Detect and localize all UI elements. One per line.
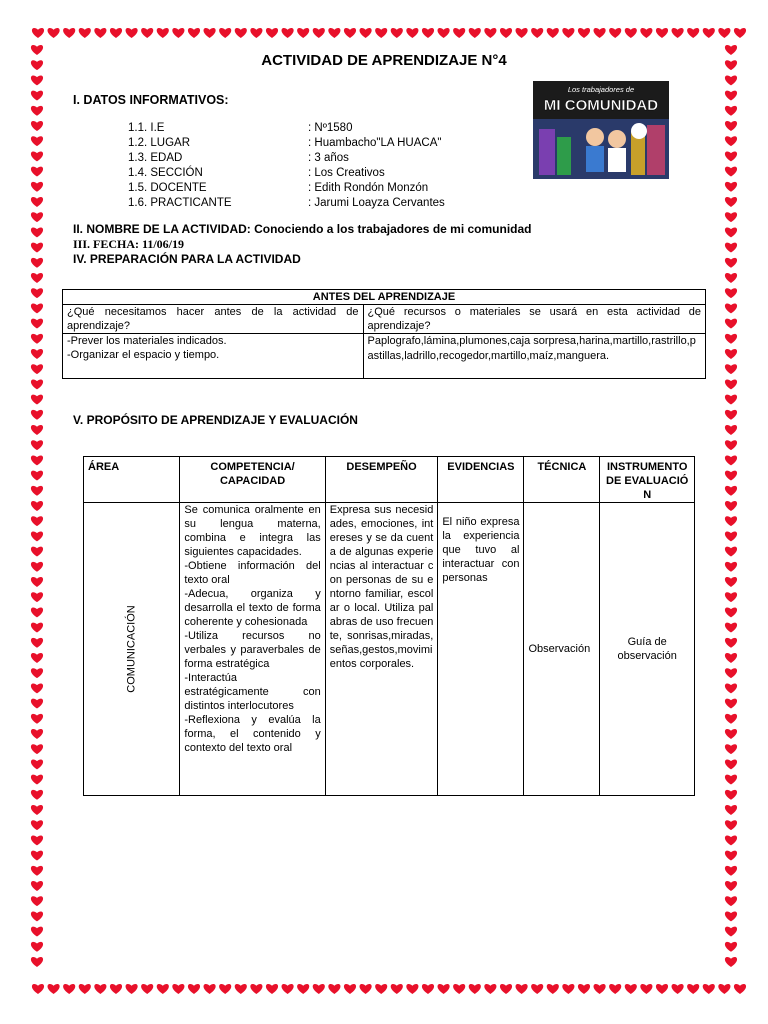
logo-text: MI COMUNIDAD	[543, 97, 659, 114]
competencia-line: -Utiliza recursos no verbales y paraverbales de forma estratégica	[184, 630, 321, 670]
column-header: EVIDENCIAS	[438, 457, 524, 503]
answer-cell	[63, 334, 364, 379]
column-header: DESEMPEÑO	[325, 457, 438, 503]
info-list	[128, 121, 528, 211]
info-row	[128, 196, 528, 211]
competencia-line: -Interactúa estratégicamente con distintos interlocutores	[184, 672, 321, 712]
evidencias-cell: El niño expresa la experiencia que tuvo al interactuar con personas	[438, 503, 524, 796]
info-row	[128, 181, 528, 196]
info-value: : Los Creativos	[308, 167, 385, 179]
table-row	[84, 457, 695, 503]
logo-text: Los trabajadores de	[567, 85, 635, 94]
tecnica-cell: Observación	[524, 503, 600, 796]
info-label: 1.4. SECCIÓN	[128, 167, 203, 179]
section-nombre-actividad: II. NOMBRE DE LA ACTIVIDAD: Conociendo a los trabajadores de mi comunidad	[73, 222, 532, 236]
evaluation-table	[83, 456, 695, 796]
table-row	[63, 290, 706, 305]
info-label: 1.1. I.E	[128, 122, 165, 134]
info-value: : Edith Rondón Monzón	[308, 182, 429, 194]
question-cell: ¿Qué necesitamos hacer antes de la actividad de aprendizaje?	[63, 305, 364, 334]
competencia-line: -Obtiene información del texto oral	[184, 560, 321, 586]
community-workers-logo	[533, 81, 669, 179]
section-proposito: V. PROPÓSITO DE APRENDIZAJE Y EVALUACIÓN	[73, 413, 358, 427]
column-header: TÉCNICA	[524, 457, 600, 503]
info-row	[128, 121, 528, 136]
info-row	[128, 151, 528, 166]
section-fecha: III. FECHA: 11/06/19	[73, 237, 185, 251]
table-row	[84, 503, 695, 796]
page-title: ACTIVIDAD DE APRENDIZAJE N°4	[261, 52, 507, 69]
column-header: COMPETENCIA/ CAPACIDAD	[180, 457, 325, 503]
info-value: : Jarumi Loayza Cervantes	[308, 197, 445, 209]
info-value: : Huambacho"LA HUACA"	[308, 137, 442, 149]
desempeno-cell: Expresa sus necesidades, emociones, intereses y se da cuenta de algunas experiencias al interactuar con personas de su entorno familiar, escolar o local. Utiliza palabras de uso frecuente, sonrisas,miradas,señas,gestos,movimientos corporales.	[325, 503, 438, 796]
answer-line: -Organizar el espacio y tiempo.	[67, 349, 220, 361]
table-row	[63, 334, 706, 379]
table-row	[63, 305, 706, 334]
competencia-line: -Adecua, organiza y desarrolla el texto de forma coherente y cohesionada	[184, 588, 321, 628]
section-datos-informativos: I. DATOS INFORMATIVOS:	[73, 93, 229, 107]
competencia-line: -Reflexiona y evalúa la forma, el contenido y contexto del texto oral	[184, 714, 321, 754]
info-value: : Nº1580	[308, 122, 353, 134]
instrumento-cell: Guía de observación	[600, 503, 695, 796]
info-label: 1.2. LUGAR	[128, 137, 190, 149]
table-header: ANTES DEL APRENDIZAJE	[63, 290, 706, 305]
info-label: 1.6. PRACTICANTE	[128, 197, 232, 209]
section-preparacion: IV. PREPARACIÓN PARA LA ACTIVIDAD	[73, 252, 301, 266]
preparation-table	[62, 289, 706, 379]
info-label: 1.5. DOCENTE	[128, 182, 207, 194]
area-label: COMUNICACIÓN	[125, 605, 138, 693]
answer-cell: Paplografo,lámina,plumones,caja sorpresa,harina,martillo,rastrillo,pastillas,ladrillo,recogedor,martillo,maíz,manguera.	[363, 334, 705, 379]
competencia-line: Se comunica oralmente en su lengua materna, combina e integra las siguientes capacidades.	[184, 504, 321, 558]
info-value: : 3 años	[308, 152, 349, 164]
info-row	[128, 136, 528, 151]
info-row	[128, 166, 528, 181]
column-header: INSTRUMENTO DE EVALUACIÓN	[600, 457, 695, 503]
question-cell: ¿Qué recursos o materiales se usará en esta actividad de aprendizaje?	[363, 305, 705, 334]
column-header: ÁREA	[84, 457, 180, 503]
area-cell	[84, 503, 180, 796]
answer-line: -Prever los materiales indicados.	[67, 335, 227, 347]
competencia-cell	[180, 503, 325, 796]
info-label: 1.3. EDAD	[128, 152, 183, 164]
